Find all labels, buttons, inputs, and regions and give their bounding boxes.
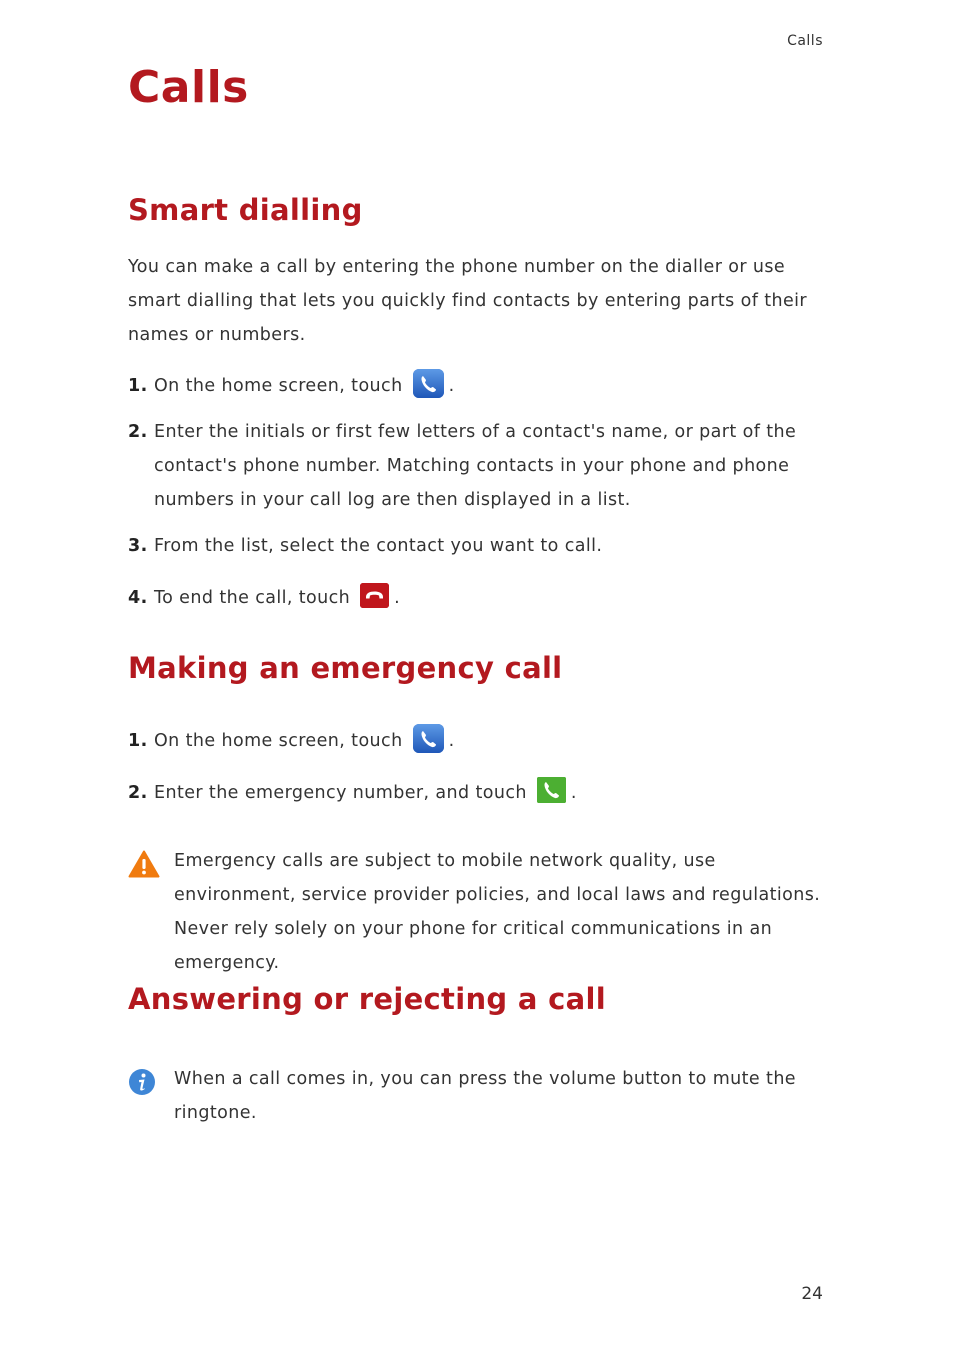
- page-title: Calls: [128, 62, 249, 113]
- section-title-smart-dialling: Smart dialling: [128, 193, 363, 227]
- step-number: 1.: [128, 731, 148, 751]
- step-number: 3.: [128, 536, 148, 556]
- warning-note: [128, 844, 828, 980]
- dial-call-icon: [537, 777, 566, 803]
- page-number: 24: [801, 1284, 823, 1304]
- list-item: [128, 581, 828, 615]
- list-item: [128, 776, 828, 810]
- step-text: From the list, select the contact you want to call.: [154, 536, 603, 556]
- phone-app-icon: [413, 724, 444, 753]
- list-item: [128, 415, 828, 517]
- step-text-end: .: [570, 783, 577, 803]
- list-item: [128, 369, 828, 403]
- end-call-icon: [360, 583, 389, 608]
- step-text-end: .: [448, 731, 455, 751]
- step-text: On the home screen, touch: [154, 731, 403, 751]
- info-note: [128, 1062, 828, 1130]
- smart-dialling-intro: You can make a call by entering the phone number on the dialler or use smart dialling that lets you quickly find contacts by entering parts of their names or numbers.: [128, 257, 808, 345]
- warning-text: Emergency calls are subject to mobile network quality, use environment, service provider policies, and local laws and regulations. Never rely solely on your phone for critical communications in an emergency.: [174, 851, 821, 973]
- section-title-emergency: Making an emergency call: [128, 651, 563, 685]
- info-text: When a call comes in, you can press the volume button to mute the ringtone.: [174, 1069, 796, 1123]
- step-text-end: .: [394, 588, 401, 608]
- step-number: 2.: [128, 422, 148, 442]
- phone-app-icon: [413, 369, 444, 398]
- running-header: Calls: [787, 33, 823, 49]
- section-title-answering: Answering or rejecting a call: [128, 982, 606, 1016]
- step-text: Enter the initials or first few letters of a contact's name, or part of the contact's phone number. Matching contacts in your phone and phone numbers in your call log are then displayed in a list.: [154, 422, 797, 510]
- step-text-end: .: [448, 376, 455, 396]
- warning-icon: [128, 844, 174, 980]
- step-number: 1.: [128, 376, 148, 396]
- list-item: [128, 724, 828, 758]
- step-text: On the home screen, touch: [154, 376, 403, 396]
- step-text: Enter the emergency number, and touch: [154, 783, 527, 803]
- step-number: 4.: [128, 588, 148, 608]
- info-icon: [128, 1062, 174, 1130]
- step-text: To end the call, touch: [154, 588, 351, 608]
- step-number: 2.: [128, 783, 148, 803]
- list-item: [128, 529, 828, 563]
